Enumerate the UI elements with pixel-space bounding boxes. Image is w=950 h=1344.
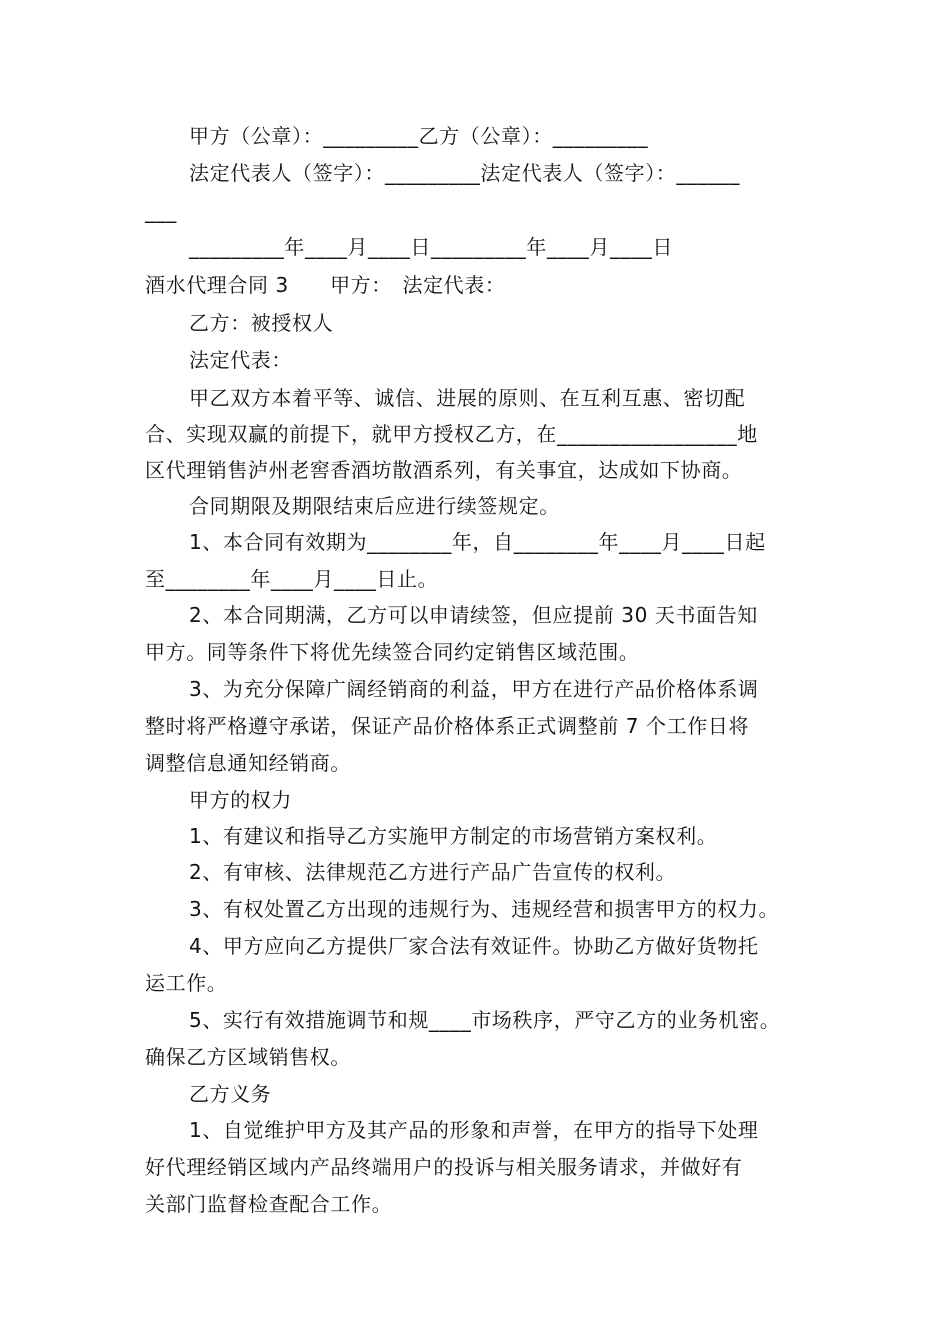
signature-line-seal: 甲方（公章）：_________乙方（公章）：_________ (189, 124, 649, 148)
paragraph-line: 3、为充分保障广阔经销商的利益，甲方在进行产品价格体系调 (189, 677, 759, 701)
paragraph-line: 好代理经销区域内产品终端用户的投诉与相关服务请求，并做好有 (145, 1155, 743, 1179)
paragraph-line: 确保乙方区域销售权。 (145, 1045, 351, 1069)
paragraph-line: 1、自觉维护甲方及其产品的形象和声誉，在甲方的指导下处理 (189, 1118, 759, 1142)
signature-line-continued: ___ (145, 199, 177, 223)
paragraph-line: 调整信息通知经销商。 (145, 751, 351, 775)
paragraph-line: 至________年____月____日止。 (145, 567, 439, 591)
paragraph-line: 整时将严格遵守承诺，保证产品价格体系正式调整前 7 个工作日将 (145, 714, 750, 738)
paragraph-line: 区代理销售泸州老窖香酒坊散酒系列，有关事宜，达成如下协商。 (145, 458, 743, 482)
signature-line-representative: 法定代表人（签字）：_________法定代表人（签字）：______ (189, 161, 740, 185)
legal-rep-line: 法定代表： (189, 348, 292, 372)
paragraph-line: 1、本合同有效期为________年，自________年____月____日起 (189, 530, 766, 554)
section-heading-party-b-duties: 乙方义务 (189, 1082, 272, 1106)
section-heading-party-a-rights: 甲方的权力 (189, 788, 292, 812)
paragraph-line: 甲乙双方本着平等、诚信、进展的原则、在互利互惠、密切配 (189, 386, 746, 410)
section-heading-term: 合同期限及期限结束后应进行续签规定。 (189, 494, 560, 518)
contract-title-line: 酒水代理合同 3 甲方： 法定代表： (145, 273, 506, 297)
paragraph-line: 4、甲方应向乙方提供厂家合法有效证件。协助乙方做好货物托 (189, 934, 759, 958)
paragraph-line: 1、有建议和指导乙方实施甲方制定的市场营销方案权利。 (189, 824, 718, 848)
date-line: _________年____月____日_________年____月____日 (189, 235, 673, 259)
paragraph-line: 5、实行有效措施调节和规____市场秩序，严守乙方的业务机密。 (189, 1008, 781, 1032)
paragraph-line: 甲方。同等条件下将优先续签合同约定销售区域范围。 (145, 640, 640, 664)
paragraph-line: 3、有权处置乙方出现的违规行为、违规经营和损害甲方的权力。 (189, 897, 780, 921)
paragraph-line: 合、实现双赢的前提下，就甲方授权乙方，在_________________地 (145, 422, 758, 446)
paragraph-line: 2、有审核、法律规范乙方进行产品广告宣传的权利。 (189, 860, 677, 884)
paragraph-line: 运工作。 (145, 971, 228, 995)
party-b-line: 乙方：被授权人 (189, 311, 334, 335)
paragraph-line: 关部门监督检查配合工作。 (145, 1192, 393, 1216)
paragraph-line: 2、本合同期满，乙方可以申请续签，但应提前 30 天书面告知 (189, 603, 758, 627)
